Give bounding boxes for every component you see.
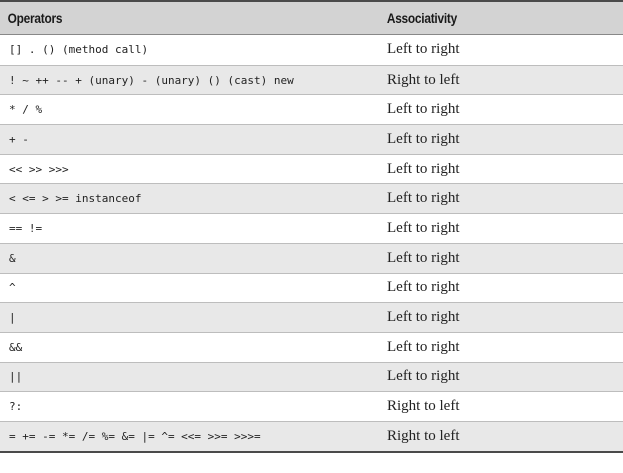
table-row xyxy=(0,391,623,421)
operators-cell: * / % xyxy=(9,103,43,117)
table-row xyxy=(0,362,623,392)
operators-cell: && xyxy=(9,340,23,354)
operators-cell: ?: xyxy=(9,400,23,414)
operators-cell: + - xyxy=(9,132,29,146)
associativity-cell: Left to right xyxy=(387,101,460,118)
associativity-cell: Left to right xyxy=(387,130,460,147)
operators-cell: & xyxy=(9,251,16,265)
associativity-cell: Right to left xyxy=(387,427,460,444)
associativity-cell: Right to left xyxy=(387,71,460,88)
table-row xyxy=(0,94,623,124)
associativity-cell: Left to right xyxy=(387,160,460,177)
operators-cell: || xyxy=(9,370,23,384)
associativity-cell: Left to right xyxy=(387,190,460,207)
table-row xyxy=(0,302,623,332)
table-row xyxy=(0,273,623,303)
operators-cell: [] . () (method call) xyxy=(9,43,149,57)
table-row xyxy=(0,421,623,451)
table-row xyxy=(0,35,623,65)
table-body xyxy=(0,35,623,451)
table-row xyxy=(0,154,623,184)
associativity-cell: Left to right xyxy=(387,309,460,326)
operators-cell: == != xyxy=(9,221,43,235)
table-header xyxy=(0,2,623,35)
associativity-cell: Left to right xyxy=(387,338,460,355)
associativity-cell: Left to right xyxy=(387,368,460,385)
operators-cell: ! ~ ++ -- + (unary) - (unary) () (cast) new xyxy=(9,73,294,87)
operators-cell: = += -= *= /= %= &= |= ^= <<= >>= >>>= xyxy=(9,429,261,443)
operators-cell: ^ xyxy=(9,281,16,295)
associativity-cell: Right to left xyxy=(387,398,460,415)
operators-cell: << >> >>> xyxy=(9,162,69,176)
operators-cell: | xyxy=(9,311,16,325)
associativity-cell: Left to right xyxy=(387,41,460,58)
associativity-cell: Left to right xyxy=(387,279,460,296)
table-row xyxy=(0,243,623,273)
associativity-cell: Left to right xyxy=(387,249,460,266)
header-associativity: Associativity xyxy=(386,10,457,26)
associativity-cell: Left to right xyxy=(387,219,460,236)
header-operators: Operators xyxy=(7,10,63,26)
table-row xyxy=(0,65,623,95)
table-row xyxy=(0,124,623,154)
table-row xyxy=(0,332,623,362)
operators-cell: < <= > >= instanceof xyxy=(9,192,142,206)
table-row xyxy=(0,183,623,213)
table-row xyxy=(0,213,623,243)
